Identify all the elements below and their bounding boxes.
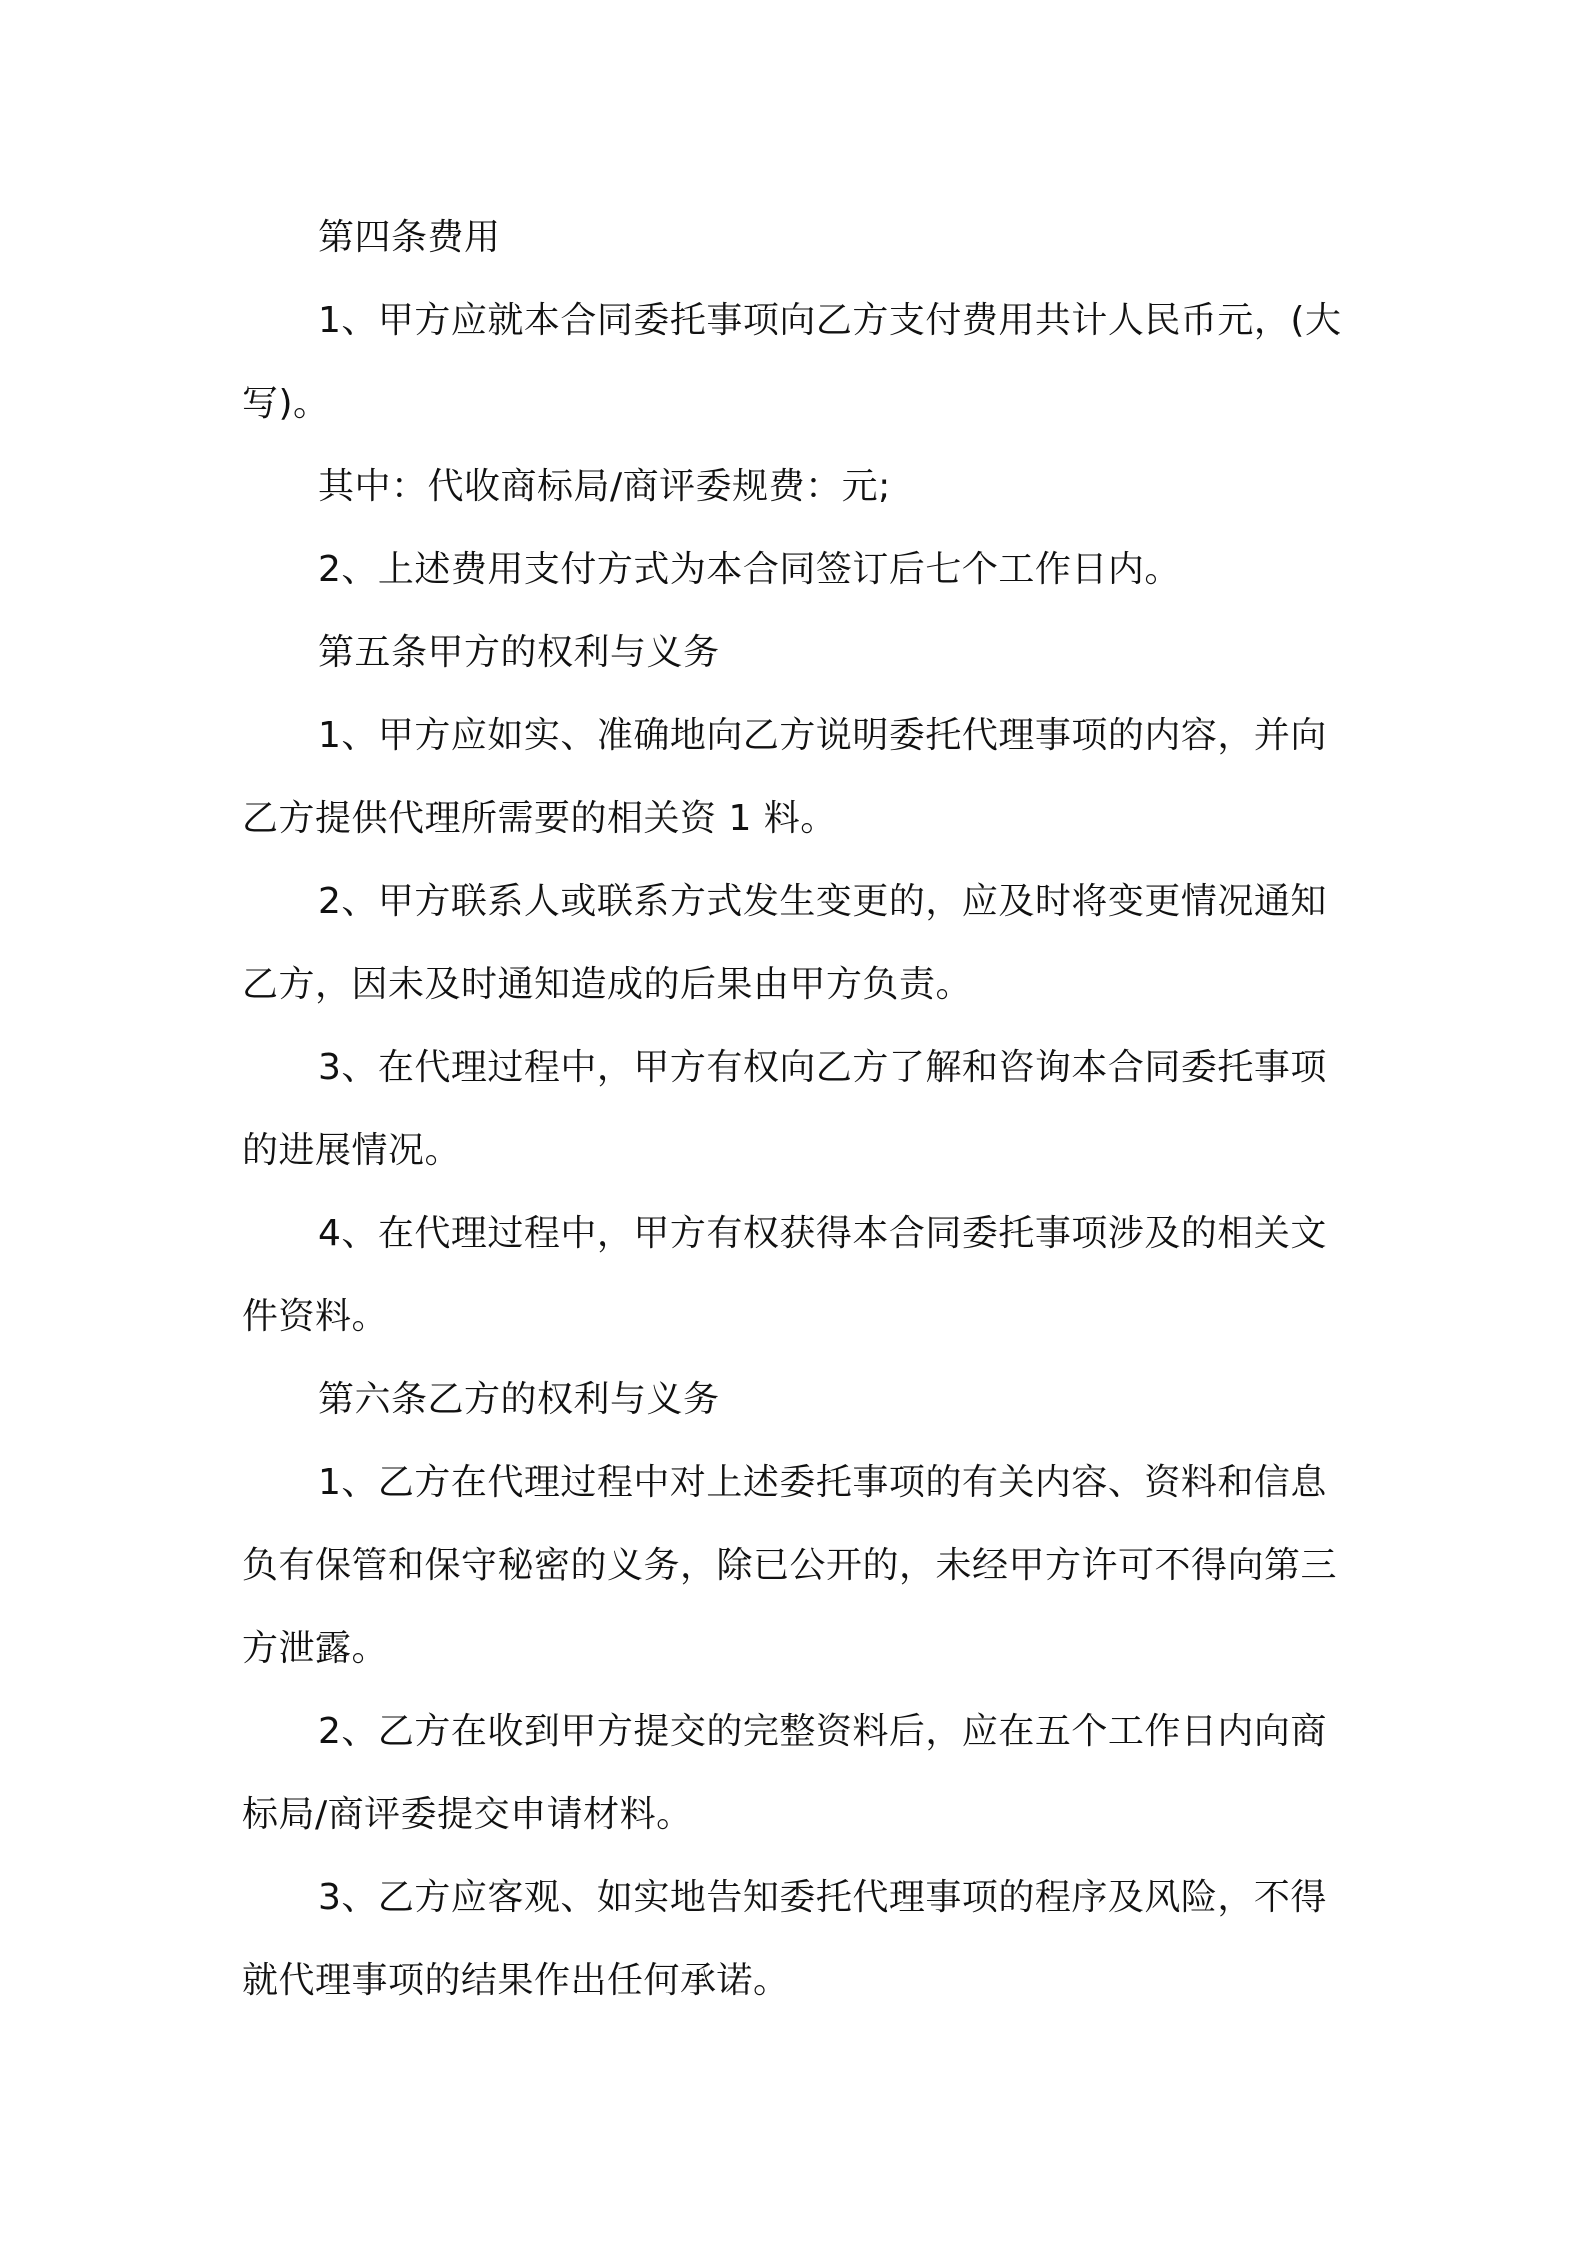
section-heading-article-5: 第五条甲方的权利与义务 (318, 632, 720, 673)
section-heading-article-6: 第六条乙方的权利与义务 (318, 1379, 720, 1420)
paragraph-party-b-duty-3: 3、乙方应客观、如实地告知委托代理事项的程序及风险，不得就代理事项的结果作出任何承诺。 (242, 1877, 1327, 2001)
paragraph-party-a-duty-2: 2、甲方联系人或联系方式发生变更的，应及时将变更情况通知乙方，因未及时通知造成的后果由甲方负责。 (242, 881, 1327, 1005)
section-heading-article-4: 第四条费用 (318, 217, 501, 258)
paragraph-fee-breakdown: 其中：代收商标局/商评委规费：元; (318, 466, 891, 507)
paragraph-fee-total: 1、甲方应就本合同委托事项向乙方支付费用共计人民币元，(大写)。 (242, 300, 1342, 424)
paragraph-party-a-right-3: 3、在代理过程中，甲方有权向乙方了解和咨询本合同委托事项的进展情况。 (242, 1047, 1327, 1171)
paragraph-payment-method: 2、上述费用支付方式为本合同签订后七个工作日内。 (318, 549, 1181, 590)
paragraph-party-b-duty-2: 2、乙方在收到甲方提交的完整资料后，应在五个工作日内向商标局/商评委提交申请材料。 (242, 1711, 1327, 1835)
paragraph-party-a-duty-1: 1、甲方应如实、准确地向乙方说明委托代理事项的内容，并向乙方提供代理所需要的相关资 1 料。 (242, 715, 1327, 839)
paragraph-party-a-right-4: 4、在代理过程中，甲方有权获得本合同委托事项涉及的相关文件资料。 (242, 1213, 1327, 1337)
paragraph-party-b-duty-1: 1、乙方在代理过程中对上述委托事项的有关内容、资料和信息负有保管和保守秘密的义务，除已公开的，未经甲方许可不得向第三方泄露。 (242, 1462, 1338, 1669)
